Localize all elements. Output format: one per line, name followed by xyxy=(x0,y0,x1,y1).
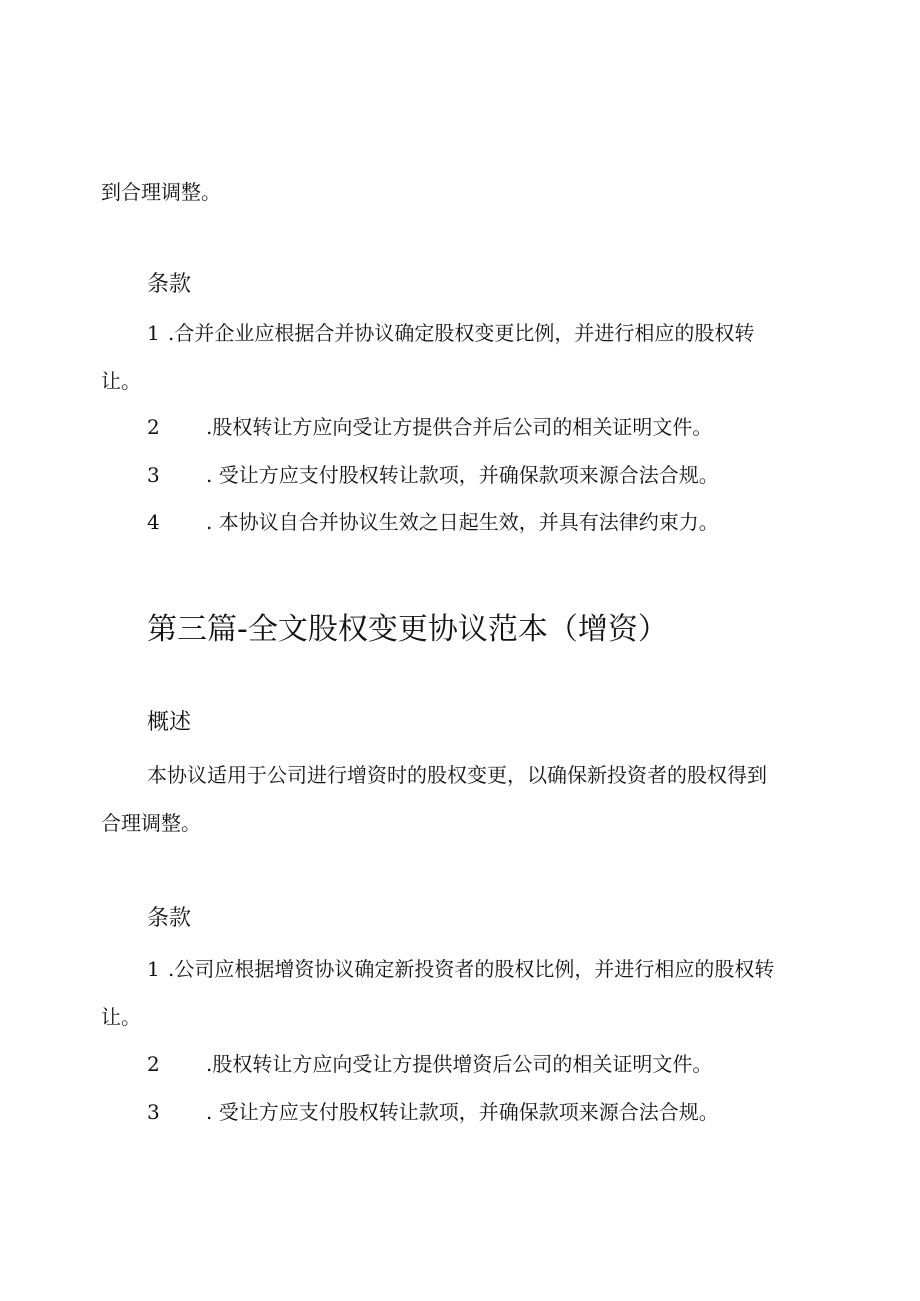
item-number: 2 xyxy=(147,415,160,439)
terms-heading: 条款 xyxy=(147,906,192,931)
item-text: .公司应根据增资协议确定新投资者的股权比例，并进行相应的股权转 xyxy=(168,957,775,981)
item-text: . 受让方应支付股权转让款项，并确保款项来源合法合规。 xyxy=(206,1100,719,1124)
item-number: 3 xyxy=(147,463,160,487)
item-number: 1 xyxy=(147,321,160,345)
item-text: .股权转让方应向受让方提供合并后公司的相关证明文件。 xyxy=(206,415,713,439)
overview-text: 本协议适用于公司进行增资时的股权变更，以确保新投资者的股权得到 xyxy=(147,763,767,787)
continuation-text: 到合理调整。 xyxy=(101,180,221,204)
overview-heading: 概述 xyxy=(147,710,192,735)
item-number: 3 xyxy=(147,1100,160,1124)
item-text-continued: 让。 xyxy=(101,369,141,393)
item-text: .股权转让方应向受让方提供增资后公司的相关证明文件。 xyxy=(206,1052,713,1076)
item-number: 4 xyxy=(147,510,160,534)
overview-text-continued: 合理调整。 xyxy=(101,811,201,835)
item-text: . 受让方应支付股权转让款项，并确保款项来源合法合规。 xyxy=(206,463,719,487)
item-number: 1 xyxy=(147,957,160,981)
terms-heading: 条款 xyxy=(147,272,192,297)
item-text-continued: 让。 xyxy=(101,1005,141,1029)
item-text: .合并企业应根据合并协议确定股权变更比例，并进行相应的股权转 xyxy=(168,321,755,345)
section-title: 第三篇-全文股权变更协议范本（增资） xyxy=(147,612,668,647)
item-number: 2 xyxy=(147,1052,160,1076)
item-text: . 本协议自合并协议生效之日起生效，并具有法律约束力。 xyxy=(206,510,719,534)
